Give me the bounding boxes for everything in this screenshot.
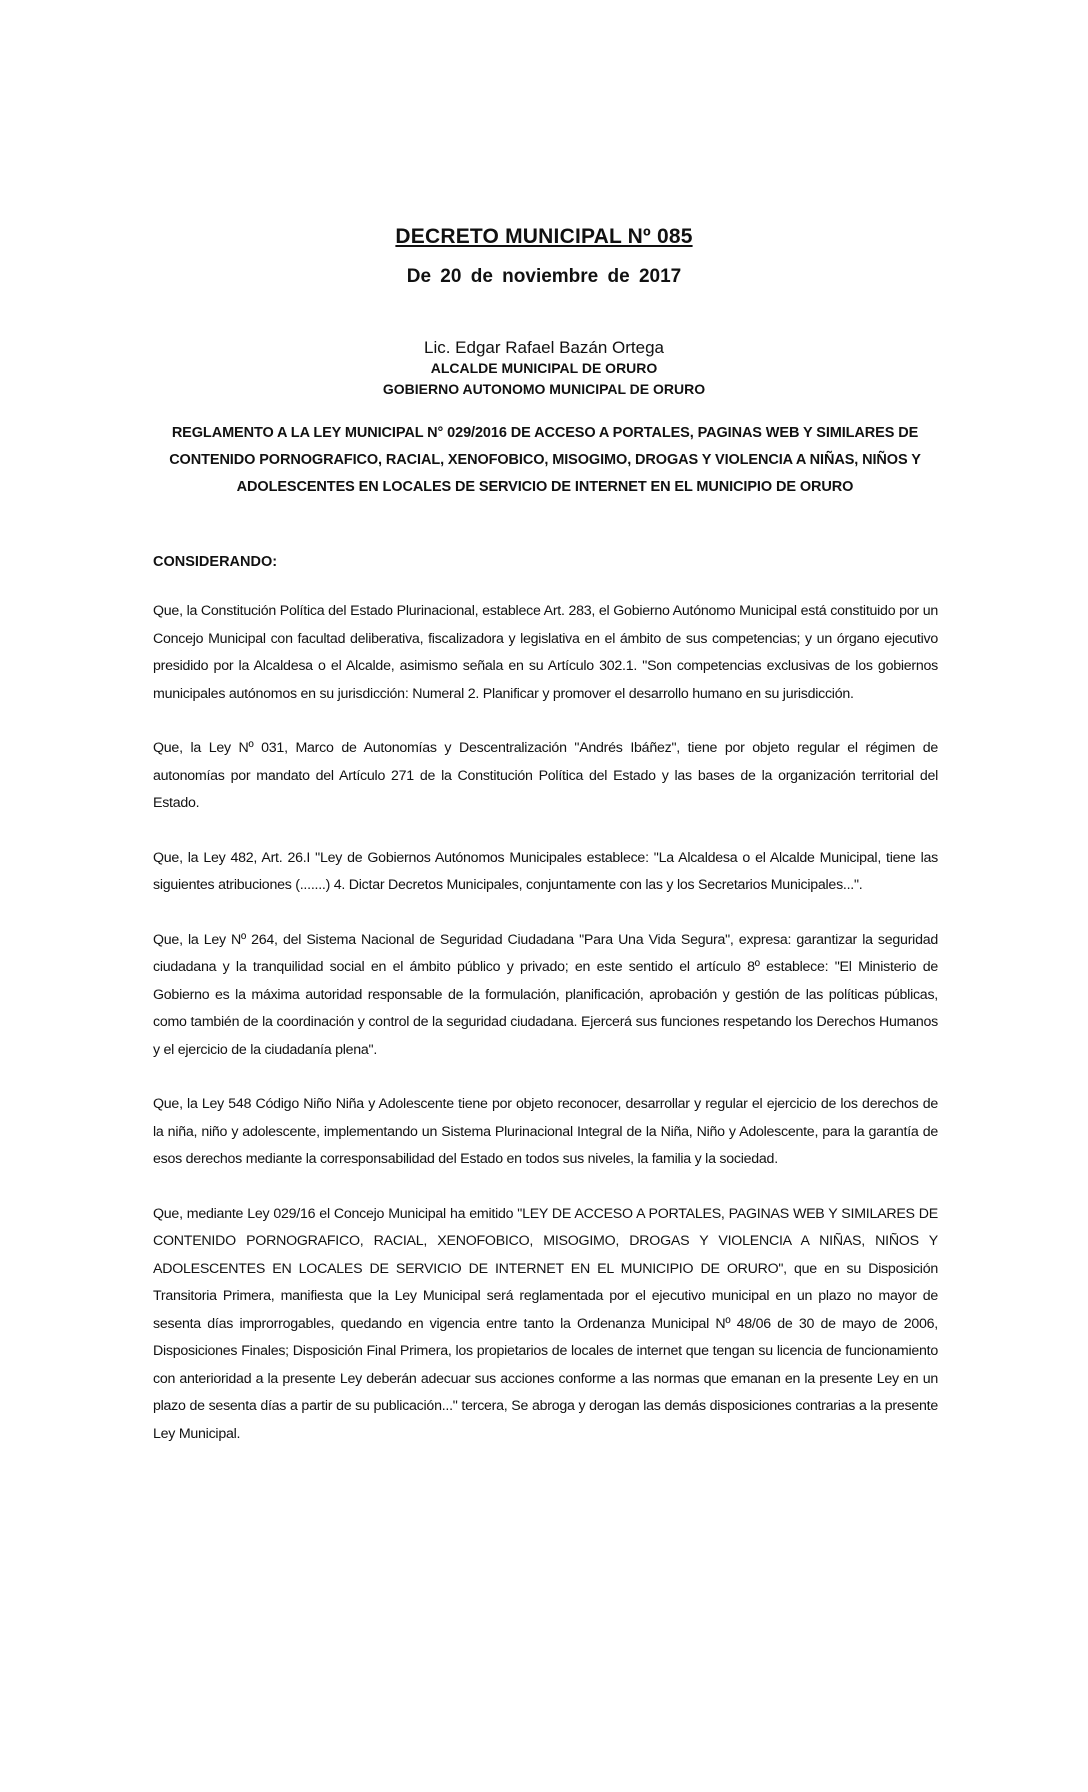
signatory-role: ALCALDE MUNICIPAL DE ORURO	[430, 360, 658, 376]
considerando-paragraph-1: Que, la Constitución Política del Estado Plurinacional, establece Art. 283, el Gobierno Autónomo Municipal está constituido por un Concejo Municipal con facultad deliberativa, fiscalizadora y legislativa en el ámbito de sus competencias; y un órgano ejecutivo presidido por la Alcaldesa o el Alcalde, asimismo señala en su Artículo 302.1. "Son competencias exclusivas de los gobiernos municipales autónomos en su jurisdicción: Numeral 2. Planificar y promover el desarrollo humano en su jurisdicción.	[153, 603, 938, 702]
considerando-body	[153, 598, 938, 1475]
signatory-name: Lic. Edgar Rafael Bazán Ortega	[423, 338, 665, 357]
considerando-paragraph-4: Que, la Ley Nº 264, del Sistema Nacional de Seguridad Ciudadana "Para Una Vida Segura", expresa: garantizar la seguridad ciudadana y la tranquilidad social en el ámbito público y privado; en este sentido el artículo 8º establece: "El Ministerio de Gobierno es la máxima autoridad responsable de la formulación, planificación, aprobación y gestión de las políticas públicas, como también de la coordinación y control de la seguridad ciudadana. Ejercerá sus funciones respetando los Derechos Humanos y el ejercicio de la ciudadanía plena".	[153, 931, 938, 1058]
decree-title: DECRETO MUNICIPAL Nº 085	[395, 225, 693, 248]
considerando-paragraph-6: Que, mediante Ley 029/16 el Concejo Municipal ha emitido "LEY DE ACCESO A PORTALES, PAGINAS WEB Y SIMILARES DE CONTENIDO PORNOGRAFICO, RACIAL, XENOFOBICO, MISOGIMO, DROGAS Y VIOLENCIA A NIÑAS, NIÑOS Y ADOLESCENTES EN LOCALES DE SERVICIO DE INTERNET EN EL MUNICIPIO DE ORURO", que en su Disposición Transitoria Primera, manifiesta que la Ley Municipal será reglamentada por el ejecutivo municipal en un plazo no mayor de sesenta días improrrogables, quedando en vigencia entre tanto la Ordenanza Municipal Nº 48/06 de 30 de mayo de 2006, Disposiciones Finales; Disposición Final Primera, los propietarios de locales de internet que tengan su licencia de funcionamiento con anterioridad a la presente Ley deberán adecuar sus acciones conforme a las normas que emanan en la presente Ley en un plazo de sesenta días a partir de su publicación..." tercera, Se abroga y derogan las demás disposiciones contrarias a la presente Ley Municipal.	[153, 1205, 938, 1442]
considerando-paragraph-3: Que, la Ley 482, Art. 26.I "Ley de Gobiernos Autónomos Municipales establece: "La Alcaldesa o el Alcalde Municipal, tiene las siguientes atribuciones (.......) 4. Dictar Decretos Municipales, conjuntamente con las y los Secretarios Municipales...".	[153, 849, 938, 893]
considerando-heading: CONSIDERANDO:	[153, 554, 278, 570]
considerando-paragraph-5: Que, la Ley 548 Código Niño Niña y Adolescente tiene por objeto reconocer, desarrollar y regular el ejercicio de los derechos de la niña, niño y adolescente, implementando un Sistema Plurinacional Integral de la Niña, Niño y Adolescente, para la garantía de esos derechos mediante la corresponsabilidad del Estado en todos sus niveles, la familia y la sociedad.	[153, 1096, 938, 1167]
signatory-organization: GOBIERNO AUTONOMO MUNICIPAL DE ORURO	[382, 381, 706, 397]
decree-date: De 20 de noviembre de 2017	[406, 266, 682, 287]
considerando-paragraph-2: Que, la Ley Nº 031, Marco de Autonomías y Descentralización "Andrés Ibáñez", tiene por objeto regular el régimen de autonomías por mandato del Artículo 271 de la Constitución Política del Estado y las bases de la organización territorial del Estado.	[153, 740, 938, 811]
reglamento-title: REGLAMENTO A LA LEY MUNICIPAL N° 029/2016 DE ACCESO A PORTALES, PAGINAS WEB Y SIMILARES DE CONTENIDO PORNOGRAFICO, RACIAL, XENOFOBICO, MISOGIMO, DROGAS Y VIOLENCIA A NIÑAS, NIÑOS Y ADOLESCENTES EN LOCALES DE SERVICIO DE INTERNET EN EL MUNICIPIO DE ORURO	[169, 425, 921, 495]
